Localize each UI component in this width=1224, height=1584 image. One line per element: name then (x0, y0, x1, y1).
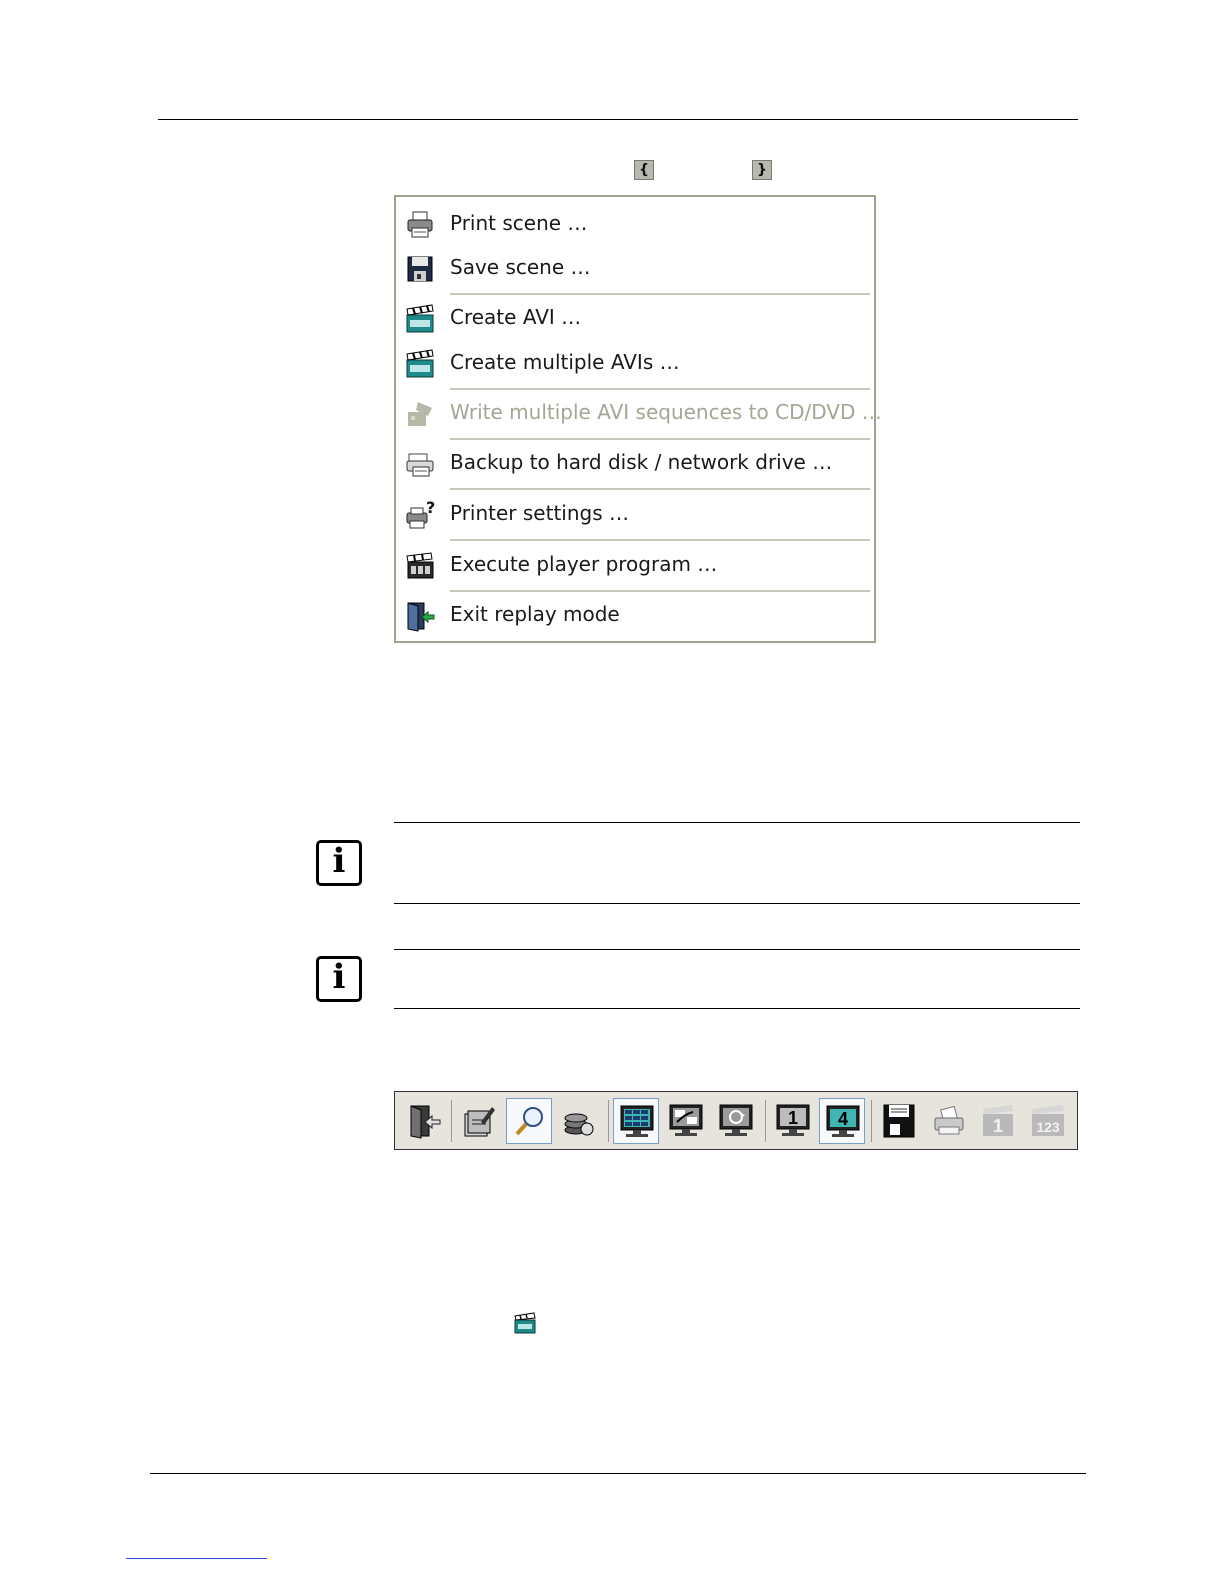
floppy-disk-icon (880, 1102, 918, 1140)
menu-separator (450, 590, 870, 592)
monitor-switch-button[interactable] (663, 1098, 709, 1144)
clapper-number: 1 (992, 1116, 1004, 1136)
info-glyph: i (332, 841, 346, 881)
monitor-quad-button[interactable] (819, 1098, 865, 1144)
menu-item-write-avi-cd-dvd[interactable] (396, 394, 882, 434)
floppy-disk-icon (404, 253, 436, 285)
menu-item-label: Backup to hard disk / network drive … (450, 450, 833, 474)
clapper-number: 123 (1036, 1119, 1060, 1135)
create-avi-inline-icon (513, 1312, 537, 1334)
clapperboard-icon (404, 303, 436, 335)
monitor-single-button[interactable] (770, 1098, 816, 1144)
menu-separator (450, 293, 870, 295)
edit-notes-icon (459, 1102, 497, 1140)
replay-context-menu (394, 195, 882, 643)
printer-settings-icon (404, 499, 436, 531)
menu-item-label: Create multiple AVIs … (450, 350, 680, 374)
menu-item-label: Execute player program … (450, 552, 718, 576)
toolbar-separator (451, 1100, 452, 1142)
printer-icon (930, 1102, 968, 1140)
monitor-number: 4 (837, 1109, 849, 1129)
clapper-single-icon (979, 1102, 1017, 1140)
menu-item-label: Printer settings … (450, 501, 630, 525)
note-top-rule (394, 949, 1080, 950)
close-bracket-glyph: } (757, 162, 767, 178)
info-icon (316, 840, 362, 886)
edit-notes-button[interactable] (455, 1098, 501, 1144)
printer-icon (404, 209, 436, 241)
print-button[interactable] (926, 1098, 972, 1144)
open-bracket-glyph: { (639, 162, 649, 178)
note-top-rule (394, 822, 1080, 823)
player-program-icon (404, 550, 436, 582)
monitor-switch-icon (667, 1102, 705, 1140)
menu-item-print-scene[interactable] (396, 205, 874, 245)
monitor-grid-icon (618, 1103, 656, 1141)
note-bottom-rule (394, 903, 1080, 904)
header-rule (158, 119, 1078, 120)
menu-separator (450, 388, 870, 390)
cd-burn-icon (404, 398, 436, 430)
info-icon (316, 956, 362, 1002)
clapper-multiple-icon (1029, 1102, 1067, 1140)
menu-item-create-multiple-avis[interactable] (396, 344, 874, 384)
create-avi-button[interactable] (975, 1098, 1021, 1144)
create-multiple-avis-button[interactable] (1025, 1098, 1071, 1144)
menu-separator (450, 539, 870, 541)
archive-button[interactable] (556, 1098, 602, 1144)
toolbar-separator (765, 1100, 766, 1142)
clapperboard-icon (404, 348, 436, 380)
menu-separator (450, 438, 870, 440)
menu-item-printer-settings[interactable] (396, 495, 874, 535)
exit-door-icon (405, 1102, 443, 1140)
svg-text:?: ? (426, 499, 436, 517)
archive-icon (560, 1102, 598, 1140)
monitor-sync-icon (717, 1102, 755, 1140)
toolbar-separator (608, 1100, 609, 1142)
menu-item-label: Exit replay mode (450, 602, 620, 626)
menu-item-label: Print scene … (450, 211, 588, 235)
close-bracket-button (752, 160, 772, 180)
drive-backup-icon (404, 448, 436, 480)
menu-item-label: Create AVI … (450, 305, 582, 329)
open-bracket-button (634, 160, 654, 180)
menu-item-create-avi[interactable] (396, 299, 874, 339)
note-bottom-rule (394, 1008, 1080, 1009)
monitor-sync-button[interactable] (713, 1098, 759, 1144)
monitor-quad-icon (824, 1103, 862, 1141)
replay-toolbar (394, 1091, 1078, 1150)
monitor-single-icon (774, 1102, 812, 1140)
magnifier-icon (511, 1103, 549, 1141)
menu-item-execute-player[interactable] (396, 546, 874, 586)
menu-item-label: Save scene … (450, 255, 591, 279)
menu-item-save-scene[interactable] (396, 249, 874, 289)
search-button[interactable] (506, 1098, 552, 1144)
footer-link-underline[interactable] (126, 1558, 267, 1559)
save-button[interactable] (876, 1098, 922, 1144)
menu-item-label: Write multiple AVI sequences to CD/DVD … (450, 400, 882, 424)
monitor-number: 1 (787, 1108, 799, 1128)
menu-separator (450, 488, 870, 490)
info-glyph: i (332, 957, 346, 997)
menu-item-exit-replay[interactable] (396, 596, 874, 636)
menu-item-backup[interactable] (396, 444, 874, 484)
toolbar-separator (871, 1100, 872, 1142)
exit-door-icon (404, 600, 436, 632)
footer-rule (150, 1473, 1086, 1474)
monitor-grid-button[interactable] (613, 1098, 659, 1144)
exit-replay-button[interactable] (401, 1098, 447, 1144)
